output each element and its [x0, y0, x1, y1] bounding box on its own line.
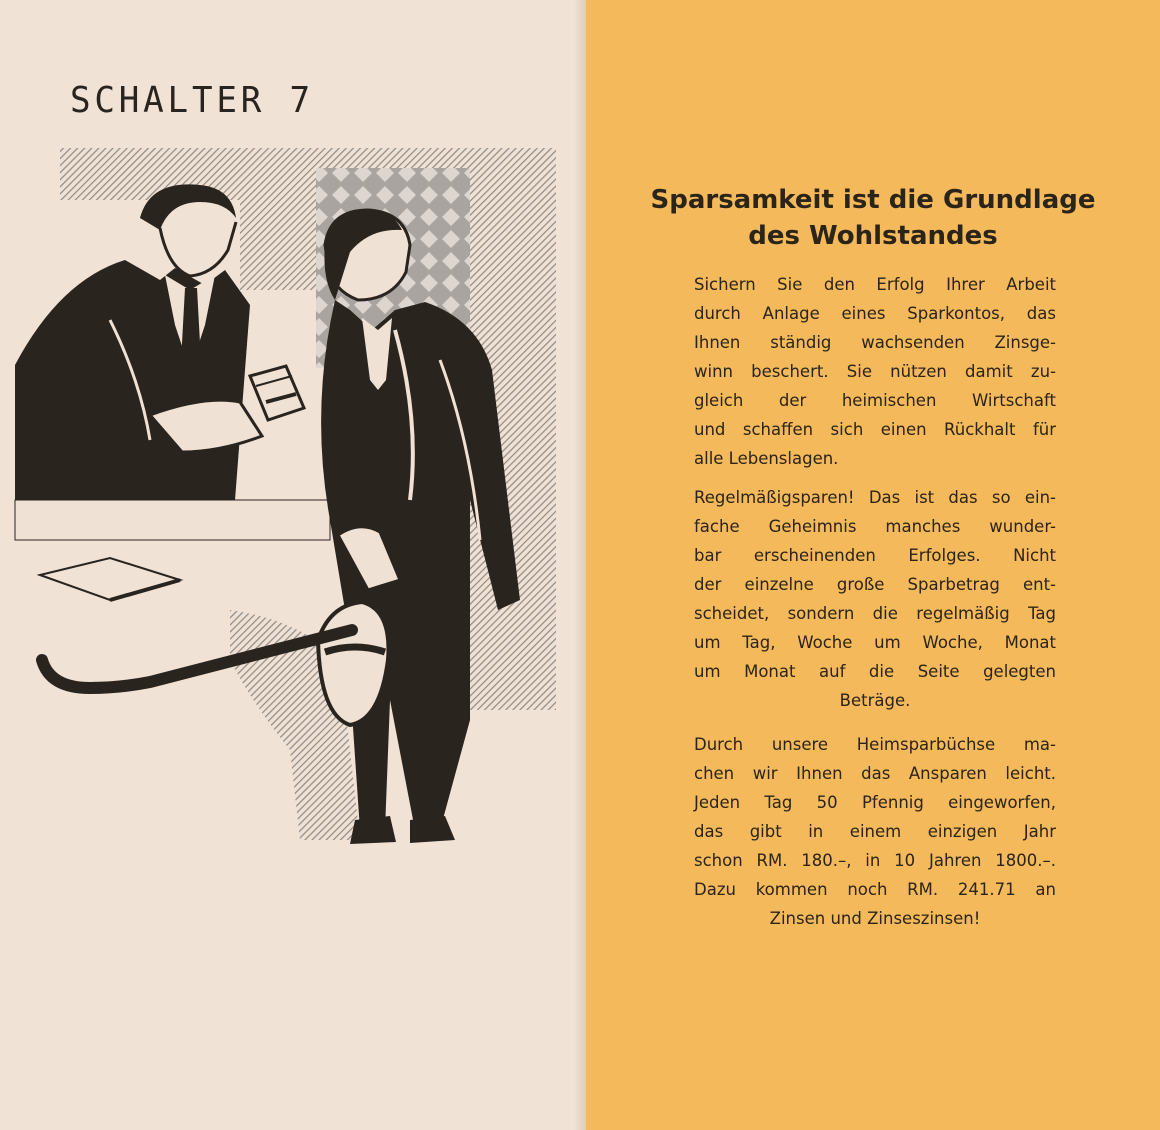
text-line: chen wir Ihnen das Ansparen leicht. — [694, 764, 1056, 783]
text-line: Zinsen und Zinseszinsen! — [769, 909, 981, 928]
text-line: um Tag, Woche um Woche, Monat — [694, 633, 1056, 652]
text-line: Sichern Sie den Erfolg Ihrer Arbeit — [694, 275, 1056, 294]
text-line: winn beschert. Sie nützen damit zu- — [694, 362, 1056, 381]
text-line: Dazu kommen noch RM. 241.71 an — [694, 880, 1056, 899]
bank-counter-illustration — [0, 140, 586, 900]
text-line: und schaffen sich einen Rückhalt für — [694, 420, 1056, 439]
right-page — [586, 0, 1160, 1130]
text-line: Regelmäßigsparen! Das ist das so ein- — [694, 488, 1056, 507]
text-line: fache Geheimnis manches wunder- — [694, 517, 1056, 536]
text-line: scheidet, sondern die regelmäßig Tag — [694, 604, 1056, 623]
page-heading — [586, 182, 1160, 254]
counter-sign: SCHALTER 7 — [70, 80, 314, 121]
text-line: durch Anlage eines Sparkontos, das — [694, 304, 1056, 323]
text-line: Ihnen ständig wachsenden Zinsge- — [694, 333, 1056, 352]
text-line: Jeden Tag 50 Pfennig eingeworfen, — [694, 793, 1056, 812]
text-line: Beträge. — [839, 691, 911, 710]
text-line: der einzelne große Sparbetrag ent- — [694, 575, 1056, 594]
text-line: um Monat auf die Seite gelegten — [694, 662, 1056, 681]
text-line: Durch unsere Heimsparbüchse ma- — [694, 735, 1056, 754]
text-line: das gibt in einem einzigen Jahr — [694, 822, 1056, 841]
paragraph-savings-account — [694, 270, 1056, 473]
text-line: bar erscheinenden Erfolges. Nicht — [694, 546, 1056, 565]
text-line: gleich der heimischen Wirtschaft — [694, 391, 1056, 410]
heading-line: des Wohlstandes — [748, 221, 998, 251]
text-line: alle Lebenslagen. — [694, 449, 839, 468]
heading-line: Sparsamkeit ist die Grundlage — [650, 185, 1096, 215]
paragraph-home-savings-box — [694, 730, 1056, 933]
text-line: schon RM. 180.–, in 10 Jahren 1800.–. — [694, 851, 1056, 870]
paragraph-regular-saving — [694, 483, 1056, 715]
